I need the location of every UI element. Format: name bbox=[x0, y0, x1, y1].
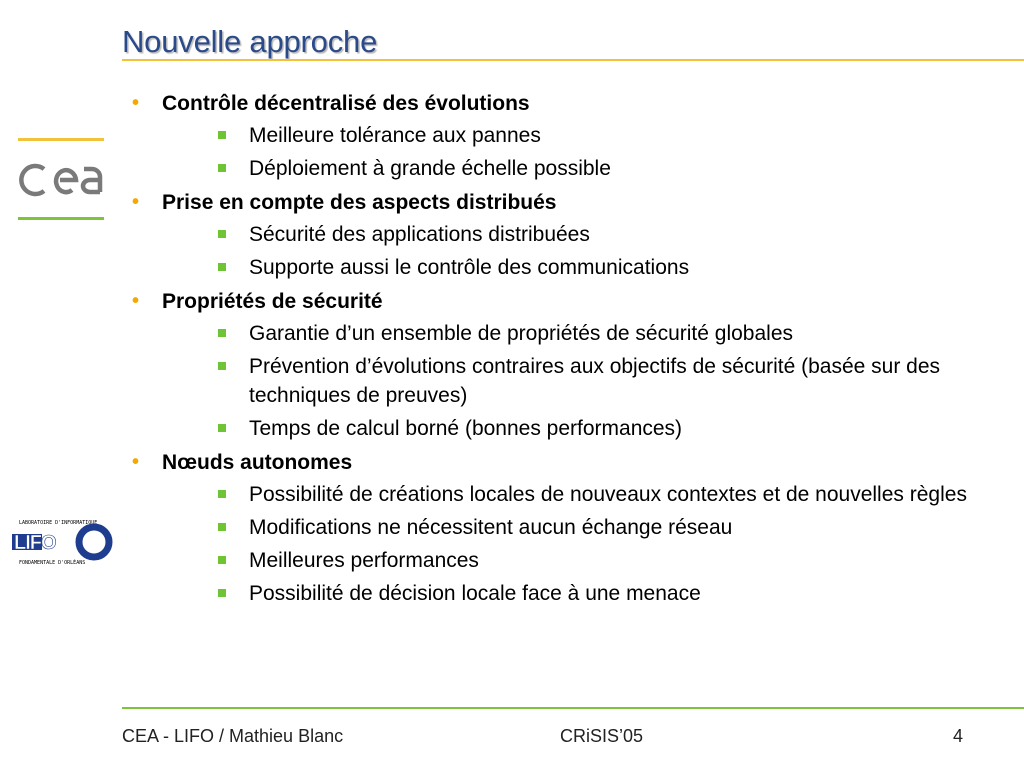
bullet-dot-icon: • bbox=[132, 191, 140, 213]
sub-bullet-item bbox=[162, 579, 1000, 608]
bullet-dot-icon: • bbox=[132, 451, 140, 473]
square-bullet-icon bbox=[218, 589, 226, 597]
sub-bullet-text: Meilleures performances bbox=[249, 549, 479, 572]
sub-bullet-item bbox=[162, 352, 1000, 410]
square-bullet-icon bbox=[218, 362, 226, 370]
bullet-item bbox=[130, 189, 1000, 282]
square-bullet-icon bbox=[218, 556, 226, 564]
sub-bullet-text: Supporte aussi le contrôle des communications bbox=[249, 256, 690, 279]
sub-bullet-text: Garantie d’un ensemble de propriétés de sécurité globales bbox=[249, 322, 794, 345]
footer-author: CEA - LIFO / Mathieu Blanc bbox=[122, 726, 344, 746]
sub-bullet-text: Temps de calcul borné (bonnes performances) bbox=[249, 417, 683, 440]
square-bullet-icon bbox=[218, 164, 226, 172]
sub-bullet-list bbox=[162, 220, 1000, 282]
bullet-text: Contrôle décentralisé des évolutions bbox=[162, 92, 530, 115]
sub-bullet-item bbox=[162, 253, 1000, 282]
title-divider bbox=[122, 59, 1024, 61]
bullet-list bbox=[130, 88, 1000, 608]
bullet-dot-icon: • bbox=[132, 290, 140, 312]
sub-bullet-item bbox=[162, 220, 1000, 249]
lifo-bottom-text: FONDAMENTALE D'ORLÉANS bbox=[19, 560, 86, 566]
page-number: 4 bbox=[953, 726, 964, 746]
square-bullet-icon bbox=[218, 263, 226, 271]
sub-bullet-item bbox=[162, 480, 1000, 509]
square-bullet-icon bbox=[218, 230, 226, 238]
sub-bullet-text: Possibilité de décision locale face à une menace bbox=[249, 582, 701, 605]
sub-bullet-item bbox=[162, 319, 1000, 348]
sub-bullet-text: Déploiement à grande échelle possible bbox=[249, 157, 611, 180]
square-bullet-icon bbox=[218, 490, 226, 498]
square-bullet-icon bbox=[218, 329, 226, 337]
bullet-item bbox=[130, 449, 1000, 608]
sub-bullet-item bbox=[162, 513, 1000, 542]
sub-bullet-list bbox=[162, 121, 1000, 183]
bullet-dot-icon: • bbox=[132, 92, 140, 114]
sub-bullet-list bbox=[162, 319, 1000, 443]
bullet-text: Nœuds autonomes bbox=[162, 451, 353, 474]
sub-bullet-text: Sécurité des applications distribuées bbox=[249, 223, 590, 246]
sub-bullet-item bbox=[162, 121, 1000, 150]
sub-bullet-text: Modifications ne nécessitent aucun échange réseau bbox=[249, 516, 733, 539]
sub-bullet-item bbox=[162, 546, 1000, 575]
lifo-logo bbox=[10, 516, 114, 568]
sub-bullet-text: Prévention d’évolutions contraires aux objectifs de sécurité (basée sur des techniques de preuves) bbox=[249, 355, 941, 407]
sub-bullet-text: Meilleure tolérance aux pannes bbox=[249, 124, 541, 147]
sub-bullet-text: Possibilité de créations locales de nouveaux contextes et de nouvelles règles bbox=[249, 483, 967, 506]
lifo-top-text: LABORATOIRE D'INFORMATIQUE bbox=[19, 520, 98, 526]
slide-title: Nouvelle approche bbox=[122, 24, 378, 59]
square-bullet-icon bbox=[218, 523, 226, 531]
cea-logo bbox=[18, 138, 104, 224]
sub-bullet-list bbox=[162, 480, 1000, 608]
footer-conference: CRiSIS’05 bbox=[560, 726, 644, 746]
sub-bullet-item bbox=[162, 414, 1000, 443]
sub-bullet-item bbox=[162, 154, 1000, 183]
bullet-text: Prise en compte des aspects distribués bbox=[162, 191, 557, 214]
square-bullet-icon bbox=[218, 131, 226, 139]
lifo-text: LIFO bbox=[14, 532, 56, 554]
bullet-text: Propriétés de sécurité bbox=[162, 290, 383, 313]
bullet-item bbox=[130, 288, 1000, 443]
bullet-item bbox=[130, 90, 1000, 183]
square-bullet-icon bbox=[218, 424, 226, 432]
footer-divider bbox=[122, 707, 1024, 709]
